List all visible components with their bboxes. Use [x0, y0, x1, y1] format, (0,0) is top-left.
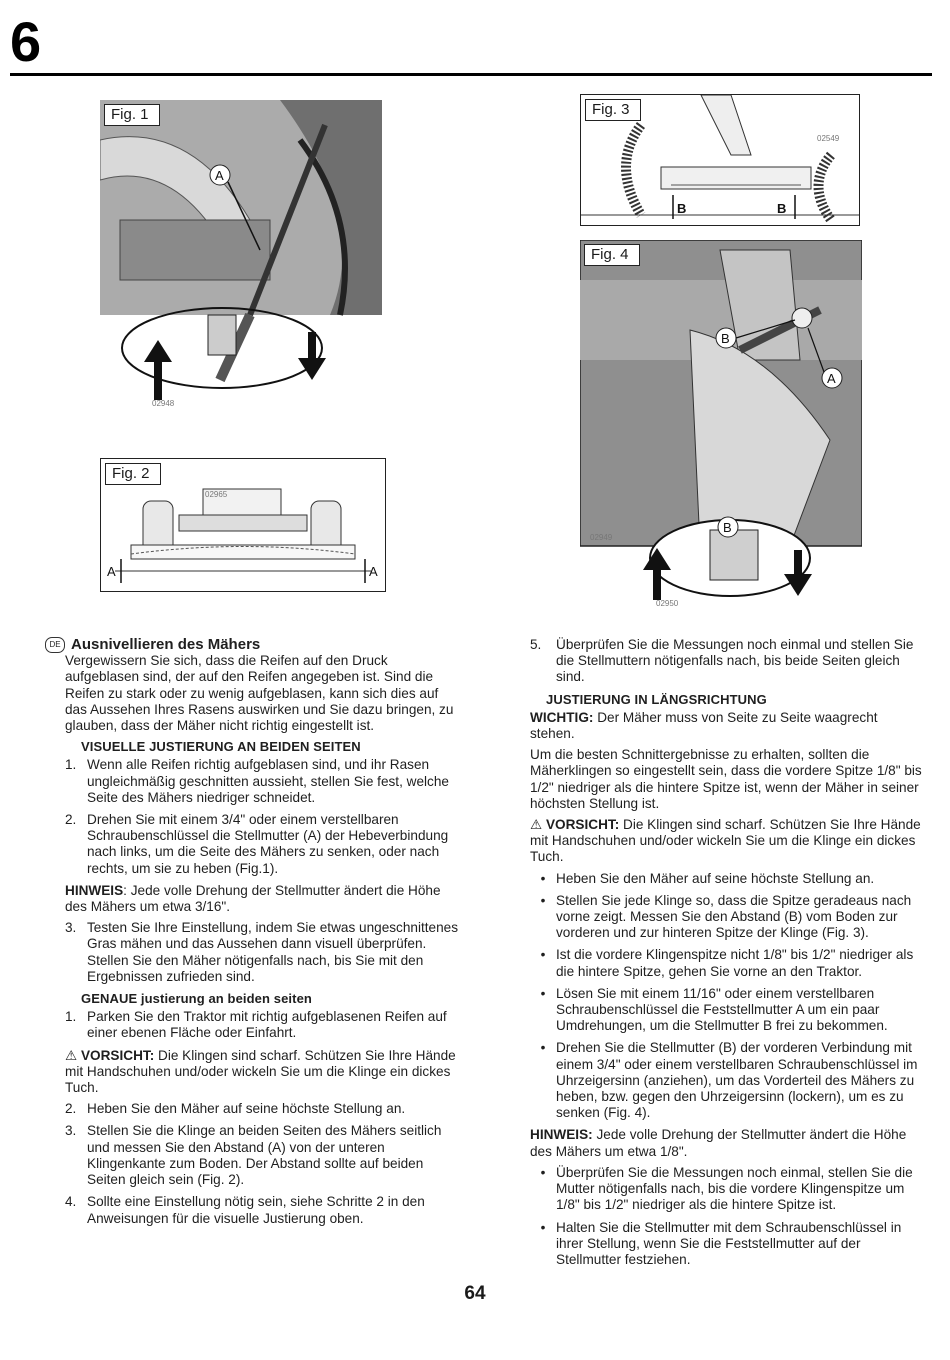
section-title: Ausnivellieren des Mähers	[71, 636, 261, 653]
figure-4-code: 02949	[590, 533, 613, 542]
intro-paragraph: Vergewissern Sie sich, dass die Reifen auf den Druck aufgeblasen sind, der auf den Reifen angegeben ist. Sind die Reifen zu stark oder zu wenig aufgeblasen, kann sich dies auf das Aussehen Ihres Rasens auswirken und Sie dazu bringen, zu glauben, dass der Mäher nicht richtig eingestellt ist.	[65, 653, 454, 734]
list-item: 4. Sollte eine Einstellung nötig sein, siehe Schritte 2 in den Anweisungen für die visuelle Justierung oben.	[65, 1194, 425, 1226]
figure-4-callout-a: A	[827, 371, 836, 386]
bullet-item: • Halten Sie die Stellmutter mit dem Schraubenschlüssel in ihrer Stellung, wenn Sie die Feststellmutter auf der Stellmutter festziehen.	[540, 1219, 902, 1267]
list-item: 2. Drehen Sie mit einem 3/4" oder einem verstellbaren Schraubenschlüssel die Stellmutter (A) der Hebeverbindung nach links, um die Seite des Mähers zu senken, oder nach rechts, um sie zu heben (Fig.1).	[65, 812, 449, 876]
warning-paragraph: ⚠ VORSICHT: Die Klingen sind scharf. Schützen Sie Ihre Hände mit Handschuhen und/oder wickeln Sie um die Klinge ein dickes Tuch.	[530, 817, 921, 865]
bullet-item: • Lösen Sie mit einem 11/16" oder einem verstellbaren Schraubenschlüssel die Feststellmutter A um ein paar Umdrehungen, um die Stellmutter B frei zu bekommen.	[540, 985, 888, 1034]
list-item: 3. Testen Sie Ihre Einstellung, indem Sie etwas ungeschnittenes Gras mähen und das Aussehen dann visuell überprüfen. Stellen Sie den Mäher nötigenfalls nach, bis Sie mit den Ergebnissen zufrieden sind.	[65, 920, 459, 984]
list-item: 1. Parken Sie den Traktor mit richtig aufgeblasenen Reifen auf einer ebenen Fläche oder Einfahrt.	[65, 1009, 447, 1041]
list-item: 1. Wenn alle Reifen richtig aufgeblasen sind, und ihr Rasen ungleichmäßig geschnitten aussieht, stellen Sie fest, welche Seite des Mähers niedriger schneidet.	[65, 757, 449, 805]
section-title-row	[49, 636, 459, 653]
figure-4-code-2: 02950	[656, 599, 679, 608]
figure-2	[100, 458, 386, 592]
bullet-item: • Ist die vordere Klingenspitze nicht 1/8" bis 1/2" niedriger als die hintere Spitze, gehen Sie vorne an den Traktor.	[540, 947, 914, 979]
bullet-item: • Heben Sie den Mäher auf seine höchste Stellung an.	[540, 870, 875, 886]
heading-visual-adjustment: VISUELLE JUSTIERUNG AN BEIDEN SEITEN	[81, 739, 361, 755]
heading-exact-adjustment: GENAUE justierung an beiden seiten	[81, 991, 312, 1007]
heading-longitudinal-adjustment: JUSTIERUNG IN LÄNGSRICHTUNG	[546, 691, 767, 707]
figure-2-code: 02965	[205, 490, 228, 499]
figure-2-callout-left: A	[107, 564, 116, 579]
body-paragraph: Um die besten Schnittergebnisse zu erhalten, sollten die Mäherklingen so eingestellt sein, dass die vordere Spitze 1/8" bis 1/2" niedriger als die hintere Spitze ist, wenn der Mäher in seiner höchsten Stellung ist.	[530, 747, 922, 811]
right-column	[530, 637, 922, 1274]
warning-paragraph: ⚠ VORSICHT: Die Klingen sind scharf. Schützen Sie Ihre Hände mit Handschuhen und/oder wickeln Sie um die Klinge ein dickes Tuch.	[65, 1047, 456, 1096]
important-paragraph: WICHTIG: Der Mäher muss von Seite zu Seite waagrecht stehen.	[530, 709, 878, 742]
list-item: 2. Heben Sie den Mäher auf seine höchste Stellung an.	[65, 1101, 406, 1117]
header-rule	[10, 73, 932, 76]
figure-3	[580, 94, 860, 226]
list-item: 3. Stellen Sie die Klinge an beiden Seiten des Mähers seitlich und messen Sie den Abstand (A) von der unteren Klingenkante zum Boden. Der Abstand sollte auf beiden Seiten gleich sein (Fig. 2).	[65, 1123, 442, 1188]
left-column	[49, 636, 459, 1233]
figure-2-label: Fig. 2	[105, 463, 161, 485]
warning-icon: ⚠	[65, 1047, 78, 1063]
figure-3-callout-right: B	[777, 201, 787, 216]
bullet-item: • Stellen Sie jede Klinge so, dass die Spitze geradeaus nach vorne zeigt. Messen Sie den Abstand (B) vom Boden zur vorderen und zur hinteren Spitze der Klinge (Fig. 3).	[540, 892, 912, 941]
figure-1	[100, 100, 382, 416]
note-paragraph: HINWEIS: Jede volle Drehung der Stellmutter ändert die Höhe des Mähers um etwa 3/16".	[65, 882, 441, 915]
figure-1-code: 02948	[152, 399, 175, 408]
figure-3-code: 02549	[817, 134, 840, 143]
figure-4-illustration	[580, 240, 862, 610]
note-paragraph: HINWEIS: Jede volle Drehung der Stellmutter ändert die Höhe des Mähers um etwa 1/8".	[530, 1127, 907, 1159]
language-badge: DE	[45, 637, 65, 653]
warning-icon: ⚠	[530, 817, 543, 833]
figure-1-illustration	[100, 100, 382, 416]
figure-4	[580, 240, 862, 610]
figure-3-label: Fig. 3	[585, 99, 641, 121]
figure-1-callout-a: A	[215, 168, 224, 183]
chapter-number: 6	[10, 10, 42, 73]
figure-2-callout-right: A	[369, 564, 378, 579]
figure-1-label: Fig. 1	[104, 104, 160, 126]
list-item: 5. Überprüfen Sie die Messungen noch einmal und stellen Sie die Stellmuttern nötigenfalls nach, bis beide Seiten gleich sind.	[530, 637, 914, 685]
page-number: 64	[464, 1283, 486, 1304]
figure-4-callout-b-top: B	[721, 331, 730, 346]
bullet-item: • Überprüfen Sie die Messungen noch einmal, stellen Sie die Mutter nötigenfalls nach, bis die vordere Klingenspitze um 1/8" bis 1/2" niedriger als die hintere Spitze ist.	[540, 1164, 913, 1213]
figure-4-label: Fig. 4	[584, 244, 640, 266]
bullet-item: • Drehen Sie die Stellmutter (B) der vorderen Verbindung mit einem 3/4" oder einem verstellbaren Schraubenschlüssel im Uhrzeigersinn (anziehen), um das Vorderteil des Mähers zu heben, bzw. gegen den Uhrzeigersinn (lockern), um es zu senken (Fig. 4).	[540, 1040, 918, 1121]
figure-4-callout-b-bottom: B	[723, 520, 732, 535]
figure-3-callout-left: B	[677, 201, 687, 216]
